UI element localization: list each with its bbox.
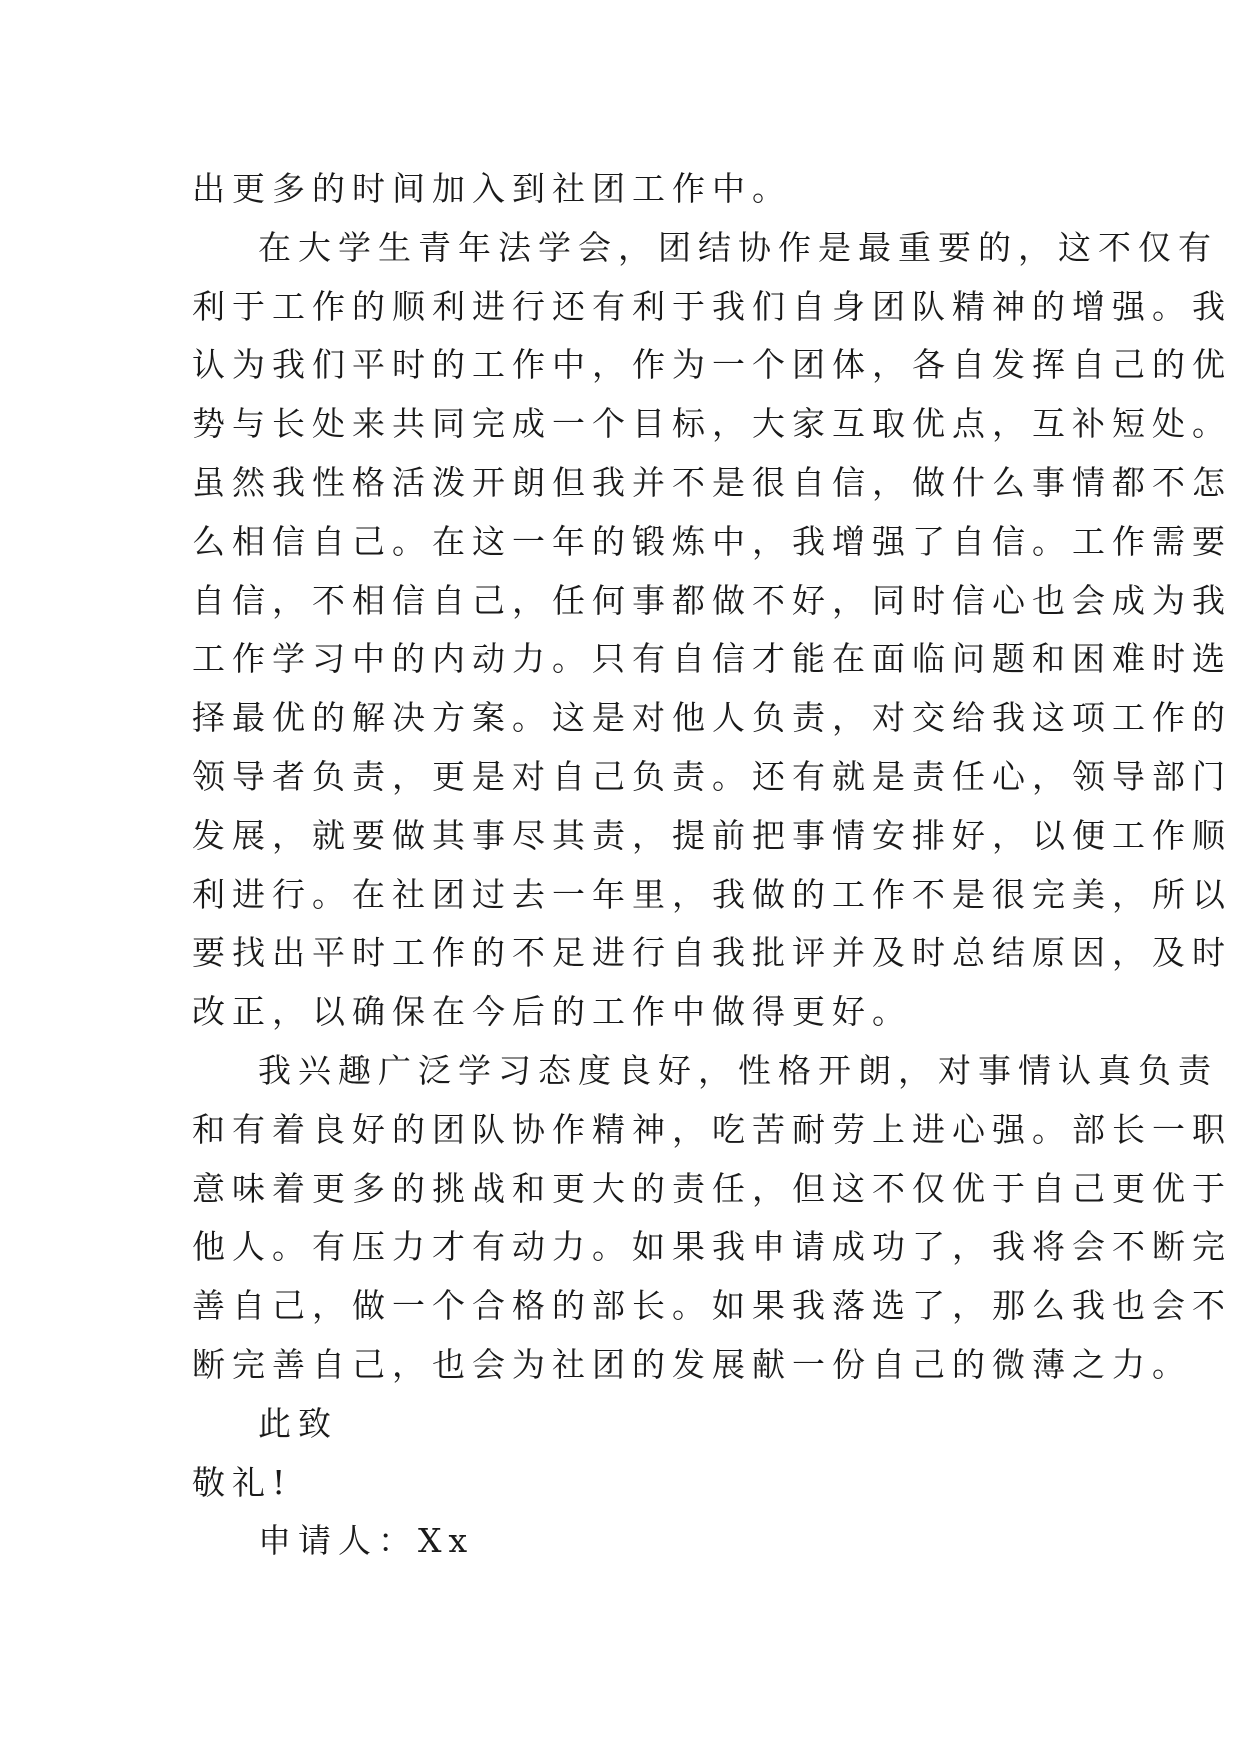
text-line: 要找出平时工作的不足进行自我批评并及时总结原因，及时 bbox=[192, 933, 1232, 973]
text-line: 自信，不相信自己，任何事都做不好，同时信心也会成为我 bbox=[192, 580, 1232, 620]
text-line: 我兴趣广泛学习态度良好，性格开朗，对事情认真负责 bbox=[258, 1050, 1218, 1090]
text-line: 工作学习中的内动力。只有自信才能在面临问题和困难时选 bbox=[192, 639, 1232, 679]
text-line: 断完善自己，也会为社团的发展献一份自己的微薄之力。 bbox=[192, 1344, 1192, 1384]
text-line: 发展，就要做其事尽其责，提前把事情安排好，以便工作顺 bbox=[192, 815, 1232, 855]
text-line: 在大学生青年法学会，团结协作是最重要的，这不仅有 bbox=[258, 227, 1218, 267]
text-line: 善自己，做一个合格的部长。如果我落选了，那么我也会不 bbox=[192, 1286, 1232, 1326]
signature-line: 申请人：Xx bbox=[258, 1521, 475, 1561]
text-line: 利于工作的顺利进行还有利于我们自身团队精神的增强。我 bbox=[192, 286, 1232, 326]
text-line: 意味着更多的挑战和更大的责任，但这不仅优于自己更优于 bbox=[192, 1168, 1232, 1208]
text-line: 领导者负责，更是对自己负责。还有就是责任心，领导部门 bbox=[192, 756, 1232, 796]
text-line: 么相信自己。在这一年的锻炼中，我增强了自信。工作需要 bbox=[192, 521, 1232, 561]
text-line: 认为我们平时的工作中，作为一个团体，各自发挥自己的优 bbox=[192, 345, 1232, 385]
text-line: 虽然我性格活泼开朗但我并不是很自信，做什么事情都不怎 bbox=[192, 462, 1232, 502]
text-line: 择最优的解决方案。这是对他人负责，对交给我这项工作的 bbox=[192, 698, 1232, 738]
text-line: 利进行。在社团过去一年里，我做的工作不是很完美，所以 bbox=[192, 874, 1232, 914]
text-line: 和有着良好的团队协作精神，吃苦耐劳上进心强。部长一职 bbox=[192, 1109, 1232, 1149]
text-line: 他人。有压力才有动力。如果我申请成功了，我将会不断完 bbox=[192, 1227, 1232, 1267]
salutation-line: 敬礼! bbox=[192, 1462, 293, 1502]
text-line: 出更多的时间加入到社团工作中。 bbox=[192, 169, 792, 208]
text-line: 势与长处来共同完成一个目标，大家互取优点，互补短处。 bbox=[192, 404, 1232, 444]
document-body bbox=[192, 160, 1232, 1571]
closing-line: 此致 bbox=[258, 1403, 338, 1443]
text-line: 改正，以确保在今后的工作中做得更好。 bbox=[192, 992, 912, 1032]
